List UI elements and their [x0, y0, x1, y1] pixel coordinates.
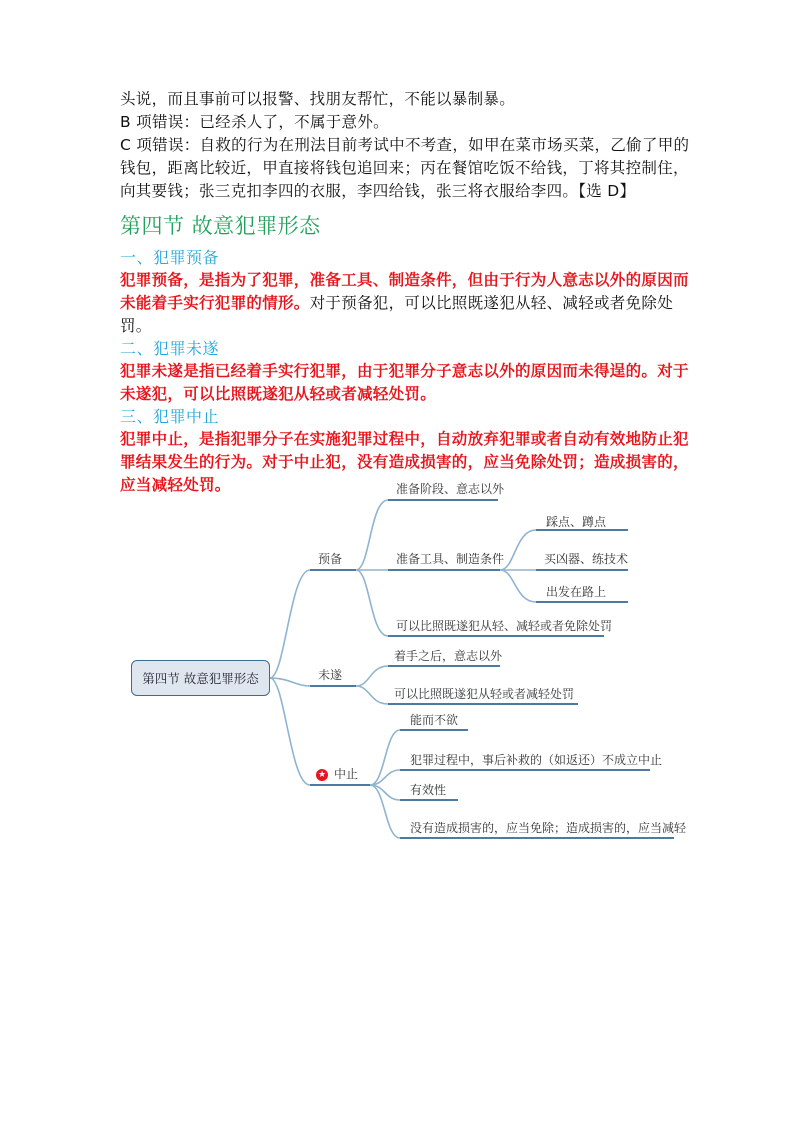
definition-preparation: 犯罪预备，是指为了犯罪，准备工具、制造条件，但由于行为人意志以外的原因而未能着手实行犯罪的情形。 [120, 271, 689, 312]
attempt-child-2: 可以比照既遂犯从轻或者减轻处罚 [394, 687, 575, 701]
mindmap-root: 第四节 故意犯罪形态 [131, 660, 270, 696]
prep-child-2: 准备工具、制造条件 [396, 552, 505, 566]
connector-attempt-c1 [356, 666, 388, 686]
connector-abandon-c3 [370, 785, 400, 800]
branch-prep-label: 预备 [318, 552, 343, 566]
branch-attempt-label: 未遂 [318, 668, 343, 682]
prep-grandchild-2: 买凶器、练技术 [544, 552, 629, 566]
paragraph-option-c: C 项错误：自救的行为在刑法目前考试中不考查，如甲在菜市场买菜，乙偷了甲的钱包，距离比较近，甲直接将钱包追回来；丙在餐馆吃饭不给钱，丁将其控制住，向其要钱；张三克扣李四的衣服，李四给钱，张三将衣服给李四。【选 D】 [120, 136, 690, 200]
paragraph-option-b: B 项错误：已经杀人了，不属于意外。 [120, 113, 389, 131]
connector-prep-c1 [356, 500, 388, 570]
prep-grandchild-1: 踩点、蹲点 [546, 515, 607, 529]
heading-preparation: 一、犯罪预备 [120, 248, 220, 267]
prep-child-1: 准备阶段、意志以外 [396, 482, 505, 496]
connector-abandon-c2 [370, 770, 400, 785]
connector-abandon-c4 [370, 785, 400, 838]
connector-prep-c3 [356, 570, 388, 636]
section-title: 第四节 故意犯罪形态 [120, 214, 321, 238]
definition-attempt: 犯罪未遂是指已经着手实行犯罪，由于犯罪分子意志以外的原因而未得逞的。对于未遂犯，可以比照既遂犯从轻或者减轻处罚。 [120, 362, 689, 403]
connector-attempt-c2 [356, 686, 388, 704]
paragraph-attempt [120, 360, 700, 406]
paragraph-continuation: 头说，而且事前可以报警、找朋友帮忙，不能以暴制暴。 [120, 90, 516, 108]
document-body [120, 88, 700, 497]
connector-abandon-c1 [370, 730, 400, 785]
prep-grandchild-3: 出发在路上 [546, 585, 607, 599]
abandon-child-2: 犯罪过程中，事后补救的（如返还）不成立中止 [410, 753, 663, 767]
prep-child-3: 可以比照既遂犯从轻、减轻或者免除处罚 [396, 619, 613, 633]
connector-root-attempt [270, 678, 310, 686]
paragraph-preparation [120, 269, 700, 338]
connector-c2-g1 [500, 530, 536, 570]
heading-abandonment: 三、犯罪中止 [120, 407, 220, 426]
star-icon: ★ [317, 769, 327, 780]
connector-root-abandon [270, 678, 310, 785]
abandon-child-1: 能而不欲 [410, 713, 459, 727]
connector-root-prep [270, 570, 310, 678]
branch-abandon-text: 中止 [334, 767, 359, 781]
branch-abandon-label [316, 766, 358, 782]
abandon-child-3: 有效性 [410, 783, 447, 797]
definition-abandonment: 犯罪中止，是指犯罪分子在实施犯罪过程中，自动放弃犯罪或者自动有效地防止犯罪结果发生的行为。对于中止犯，没有造成损害的，应当免除处罚；造成损害的，应当减轻处罚。 [120, 430, 689, 494]
abandon-child-4: 没有造成损害的，应当免除；造成损害的，应当减轻 [410, 821, 687, 835]
note-preparation: 对于预备犯，可以比照既遂犯从轻、减轻或者免除处罚。 [120, 294, 674, 335]
attempt-child-1: 着手之后，意志以外 [394, 649, 503, 663]
heading-attempt: 二、犯罪未遂 [120, 339, 220, 358]
connector-c2-g3 [500, 570, 536, 602]
